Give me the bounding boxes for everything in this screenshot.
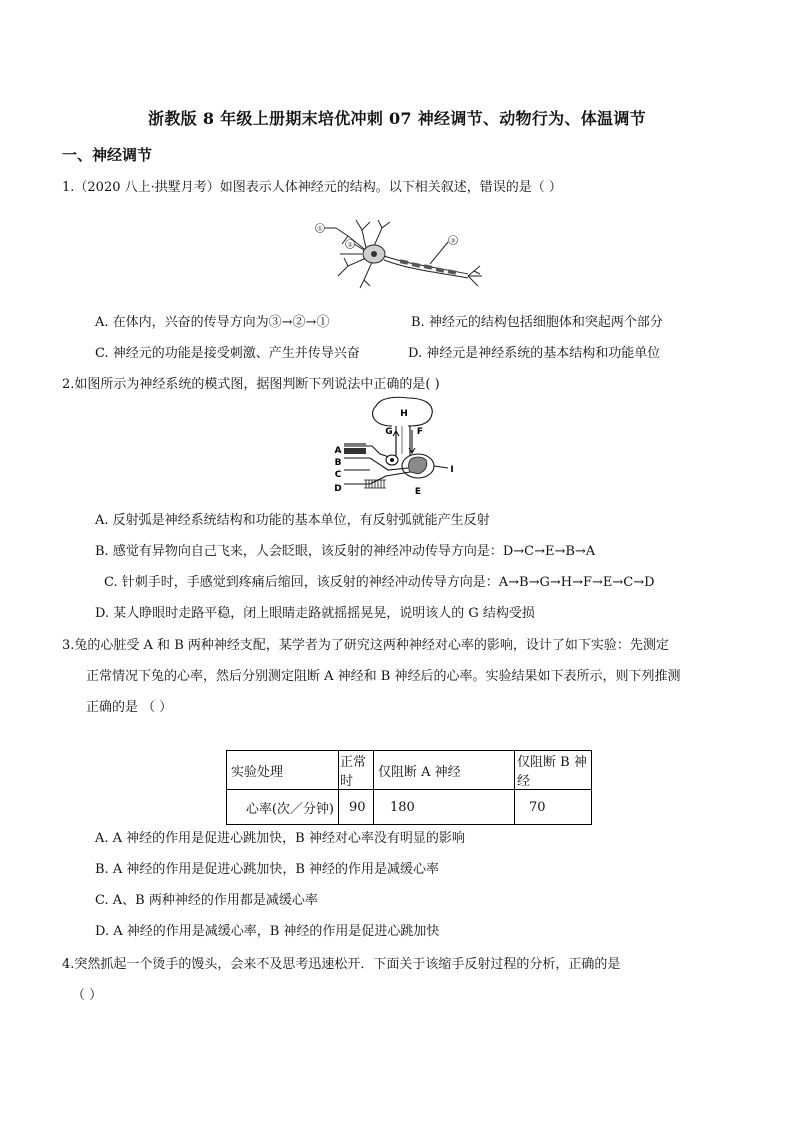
section-heading: 一、神经调节 (62, 146, 153, 164)
q1-option-a: A. 在体内，兴奋的传导方向为③→②→① (95, 315, 330, 330)
q1-option-b: B. 神经元的结构包括细胞体和突起两个部分 (411, 315, 663, 330)
table-header-cell: 正常时 (339, 751, 374, 790)
table-header-row (227, 751, 592, 790)
q3-option-b: B. A 神经的作用是促进心跳加快，B 神经的作用是减缓心率 (95, 862, 440, 877)
question-3-stem-line-2: 正常情况下兔的心率，然后分别测定阻断 A 神经和 B 神经后的心率。实验结果如下表所示，则下列推测 (86, 669, 681, 684)
label-1: ① (317, 225, 323, 233)
q2-option-d: D. 某人睁眼时走路平稳，闭上眼睛走路就摇摇晃晃，说明该人的 G 结构受损 (95, 606, 535, 621)
label-f: F (416, 427, 424, 437)
question-2-stem: 2.如图所示为神经系统的模式图，据图判断下列说法中正确的是( ) (62, 377, 440, 392)
label-3: ③ (450, 237, 456, 245)
q3-option-d: D. A 神经的作用是减缓心率，B 神经的作用是促进心跳加快 (95, 924, 440, 939)
q3-option-a: A. A 神经的作用是促进心跳加快，B 神经对心率没有明显的影响 (95, 831, 465, 846)
q2-option-c: C. 针刺手时，手感觉到疼痛后缩回，该反射的神经冲动传导方向是：A→B→G→H→F→E→C→D (104, 575, 655, 590)
label-h: H (400, 409, 408, 419)
table-cell: 心率(次／分钟) (227, 790, 339, 825)
label-b: B (334, 458, 342, 468)
table-cell: 90 (339, 790, 374, 825)
question-3-stem-line-1: 3.兔的心脏受 A 和 B 两种神经支配，某学者为了研究这两种神经对心率的影响，设计了如下实验：先测定 (62, 638, 669, 653)
table-cell: 70 (515, 790, 592, 825)
question-4-stem: 4.突然抓起一个烫手的馒头，会来不及思考迅速松开．下面关于该缩手反射过程的分析，正确的是 (62, 957, 621, 972)
table-row (227, 790, 592, 825)
label-d: D (334, 484, 342, 494)
label-2: ② (347, 241, 353, 249)
question-4-stem-tail: （ ） (72, 988, 103, 1003)
table-header-cell: 实验处理 (227, 751, 339, 790)
table-header-cell: 仅阻断 B 神经 (515, 751, 592, 790)
label-i: I (450, 465, 454, 475)
q1-option-d: D. 神经元是神经系统的基本结构和功能单位 (408, 346, 661, 361)
neuron-figure (308, 214, 488, 294)
document-title: 浙教版 8 年级上册期末培优冲刺 07 神经调节、动物行为、体温调节 (148, 109, 646, 128)
label-a: A (334, 446, 342, 456)
label-g: G (385, 427, 393, 437)
question-1-stem: 1.（2020 八上·拱墅月考）如图表示人体神经元的结构。以下相关叙述，错误的是（ ） (62, 180, 562, 195)
question-3-stem-line-3: 正确的是 （ ） (86, 700, 173, 715)
experiment-table (226, 750, 592, 825)
label-c: C (334, 470, 342, 480)
q2-option-a: A. 反射弧是神经系统结构和功能的基本单位，有反射弧就能产生反射 (95, 513, 490, 528)
table-cell: 180 (374, 790, 515, 825)
label-e: E (414, 487, 422, 497)
q2-option-b: B. 感觉有异物向自己飞来，人会眨眼，该反射的神经冲动传导方向是：D→C→E→B→A (95, 544, 596, 559)
table-header-cell: 仅阻断 A 神经 (374, 751, 515, 790)
q3-option-c: C. A、B 两种神经的作用都是减缓心率 (95, 893, 318, 908)
q1-option-c: C. 神经元的功能是接受刺激、产生并传导兴奋 (95, 346, 360, 361)
nervous-system-figure (330, 396, 470, 500)
